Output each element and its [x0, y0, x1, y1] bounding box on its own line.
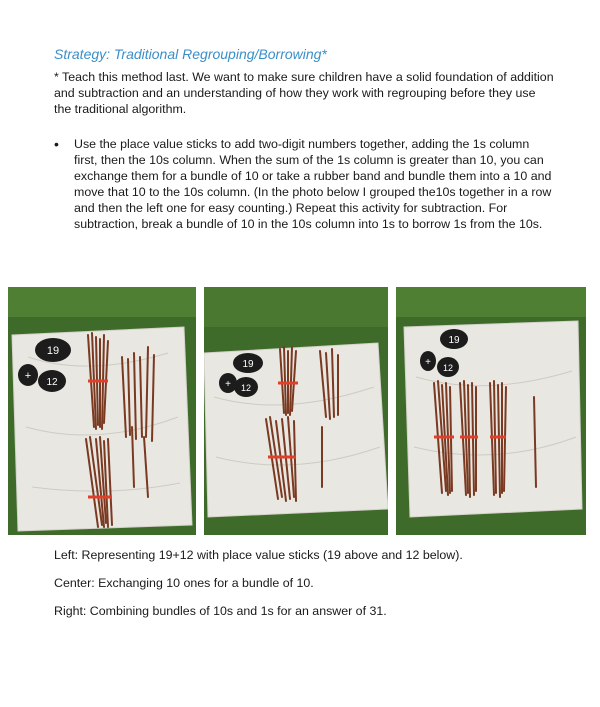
stone-12: 12: [442, 363, 454, 373]
stone-19: 19: [448, 335, 460, 346]
stone-12: 12: [46, 377, 58, 388]
stone-12: 12: [240, 383, 252, 393]
strategy-heading: Strategy: Traditional Regrouping/Borrowing*: [54, 46, 327, 62]
stone-plus: +: [225, 379, 231, 390]
bullet-marker: •: [54, 136, 59, 152]
caption-left: Left: Representing 19+12 with place value sticks (19 above and 12 below).: [54, 548, 463, 562]
photo-right: [396, 287, 586, 535]
caption-center: Center: Exchanging 10 ones for a bundle of 10.: [54, 576, 314, 590]
bullet-item: [54, 136, 554, 232]
stone-plus: +: [425, 357, 431, 368]
photo-center: [204, 287, 388, 535]
stone-plus: +: [24, 370, 32, 382]
photo-captions: [54, 547, 574, 631]
photo-right-image: [396, 287, 586, 535]
intro-paragraph: * Teach this method last. We want to make sure children have a solid foundation of addition and subtraction and an understanding of how they work with regrouping before they use the traditional algorithm.: [54, 70, 554, 116]
photo-left: [8, 287, 196, 535]
stone-19: 19: [242, 359, 254, 370]
bullet-text: Use the place value sticks to add two-digit numbers together, adding the 1s column first, then the 10s column. When the sum of the 1s column is greater than 10, you can exchange them for a bundle of 10 or take a rubber band and bundle them into a 10 and move that 10 to the 10s column. (In the photo below I grouped the10s together in a row and then the left one for easy counting.) Repeat this activity for subtraction. For subtraction, break a bundle of 10 in the 10s column into 1s to borrow 1s from the 10s.: [74, 137, 552, 231]
photo-center-image: [204, 287, 388, 535]
photo-left-image: [8, 287, 196, 535]
stone-19: 19: [46, 345, 60, 357]
caption-right: Right: Combining bundles of 10s and 1s for an answer of 31.: [54, 604, 387, 618]
